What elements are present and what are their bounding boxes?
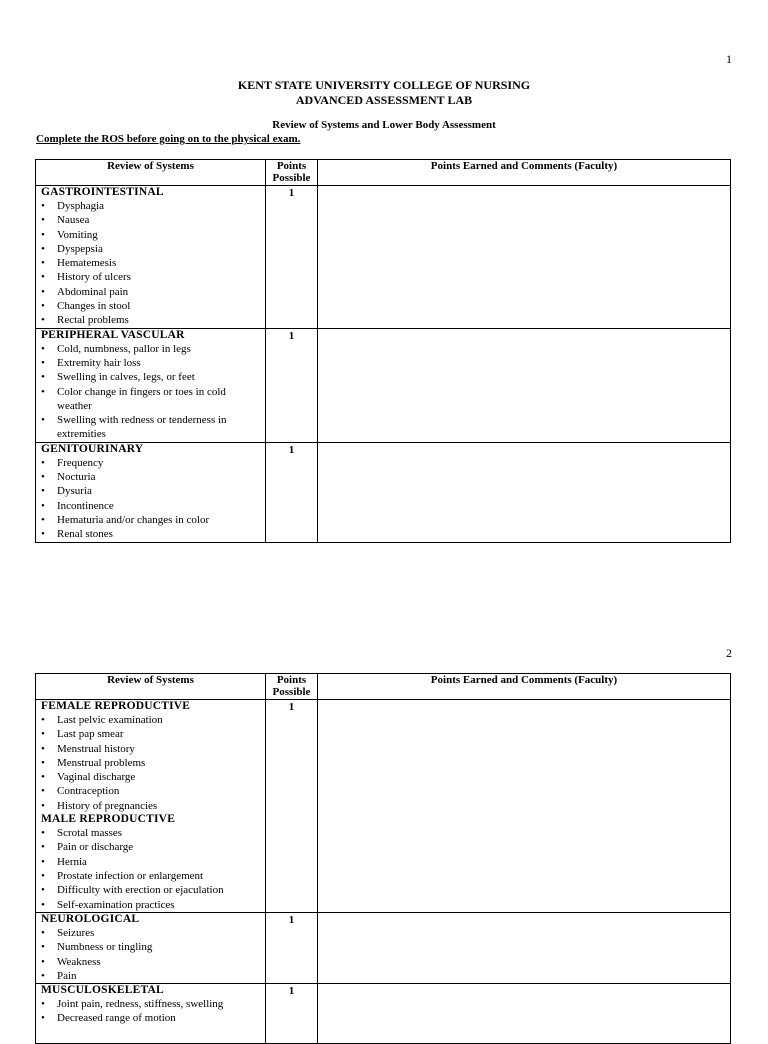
system-cell	[36, 442, 266, 542]
comments-cell	[318, 442, 731, 542]
category-title: MUSCULOSKELETAL	[41, 984, 164, 997]
table-row	[36, 984, 731, 1044]
list-item: • History of pregnancies	[41, 799, 261, 813]
system-cell	[36, 913, 266, 984]
document-subtitle-lab: ADVANCED ASSESSMENT LAB	[295, 93, 473, 107]
list-item: • Joint pain, redness, stiffness, swelling	[41, 997, 261, 1011]
symptom-list	[41, 997, 261, 1026]
list-item: • Nocturia	[41, 470, 261, 484]
points-cell: 1	[266, 700, 318, 913]
list-item: • Renal stones	[41, 527, 261, 541]
list-item: • Nausea	[41, 213, 261, 227]
system-cell	[36, 700, 266, 913]
review-of-systems-table-1	[35, 159, 731, 543]
header-points-earned-comments: Points Earned and Comments (Faculty)	[318, 674, 731, 700]
symptom-list	[41, 199, 261, 328]
table-row	[36, 186, 731, 329]
list-item: • Decreased range of motion	[41, 1011, 261, 1025]
symptom-list	[41, 926, 261, 983]
points-cell: 1	[266, 442, 318, 542]
list-item: • Dyspepsia	[41, 242, 261, 256]
header-review-of-systems: Review of Systems	[36, 674, 266, 700]
header-review-of-systems: Review of Systems	[36, 160, 266, 186]
list-item: • Vaginal discharge	[41, 770, 261, 784]
list-item: • Cold, numbness, pallor in legs	[41, 342, 261, 356]
document-title: KENT STATE UNIVERSITY COLLEGE OF NURSING	[237, 78, 531, 92]
list-item: • Contraception	[41, 784, 261, 798]
symptom-list	[41, 826, 261, 912]
points-cell: 1	[266, 186, 318, 329]
list-item: • Swelling in calves, legs, or feet	[41, 370, 261, 384]
header-points-earned-comments: Points Earned and Comments (Faculty)	[318, 160, 731, 186]
list-item: • Hematemesis	[41, 256, 261, 270]
points-cell: 1	[266, 984, 318, 1044]
system-cell	[36, 186, 266, 329]
list-item: • Weakness	[41, 955, 261, 969]
list-item: • Frequency	[41, 456, 261, 470]
comments-cell	[318, 186, 731, 329]
list-item: • Numbness or tingling	[41, 940, 261, 954]
comments-cell	[318, 984, 731, 1044]
list-item: • Hernia	[41, 855, 261, 869]
list-item: • Changes in stool	[41, 299, 261, 313]
list-item: • Dysphagia	[41, 199, 261, 213]
header-points-possible: Points Possible	[266, 160, 318, 186]
category-title: GASTROINTESTINAL	[41, 186, 164, 198]
comments-cell	[318, 700, 731, 913]
list-item: • Last pap smear	[41, 727, 261, 741]
list-item: • Vomiting	[41, 228, 261, 242]
symptom-list	[41, 456, 261, 542]
table-row	[36, 442, 731, 542]
list-item: • Scrotal masses	[41, 826, 261, 840]
table-row	[36, 913, 731, 984]
table-header-row	[36, 674, 731, 700]
symptom-list	[41, 342, 261, 442]
list-item: • Color change in fingers or toes in cold weather	[41, 385, 261, 414]
points-cell: 1	[266, 913, 318, 984]
list-item: • Abdominal pain	[41, 285, 261, 299]
table-row	[36, 700, 731, 913]
list-item: • Seizures	[41, 926, 261, 940]
table-header-row	[36, 160, 731, 186]
category-title: FEMALE REPRODUCTIVE	[41, 700, 191, 712]
list-item: • Difficulty with erection or ejaculation	[41, 883, 261, 897]
list-item: • Pain	[41, 969, 261, 983]
list-item: • Incontinence	[41, 499, 261, 513]
list-item: • Menstrual history	[41, 742, 261, 756]
page-number: 2	[726, 646, 732, 660]
list-item: • Hematuria and/or changes in color	[41, 513, 261, 527]
instruction-text: Complete the ROS before going on to the physical exam.	[36, 133, 301, 145]
list-item: • Dysuria	[41, 484, 261, 498]
comments-cell	[318, 328, 731, 442]
category-title: PERIPHERAL VASCULAR	[41, 328, 185, 341]
list-item: • Swelling with redness or tenderness in extremities	[41, 413, 261, 442]
comments-cell	[318, 913, 731, 984]
points-cell: 1	[266, 328, 318, 442]
category-title: NEUROLOGICAL	[41, 913, 140, 925]
list-item: • Rectal problems	[41, 313, 261, 327]
list-item: • Last pelvic examination	[41, 713, 261, 727]
category-title: GENITOURINARY	[41, 442, 144, 455]
system-cell	[36, 328, 266, 442]
header-points-possible: Points Possible	[266, 674, 318, 700]
section-title: Review of Systems and Lower Body Assessment	[272, 119, 496, 131]
list-item: • Extremity hair loss	[41, 356, 261, 370]
table-row	[36, 328, 731, 442]
list-item: • Prostate infection or enlargement	[41, 869, 261, 883]
symptom-list	[41, 713, 261, 813]
category-title: MALE REPRODUCTIVE	[41, 813, 176, 826]
page-number: 1	[726, 52, 732, 66]
list-item: • History of ulcers	[41, 270, 261, 284]
review-of-systems-table-2	[35, 673, 731, 1044]
list-item: • Menstrual problems	[41, 756, 261, 770]
list-item: • Self-examination practices	[41, 898, 261, 912]
list-item: • Pain or discharge	[41, 840, 261, 854]
system-cell	[36, 984, 266, 1044]
